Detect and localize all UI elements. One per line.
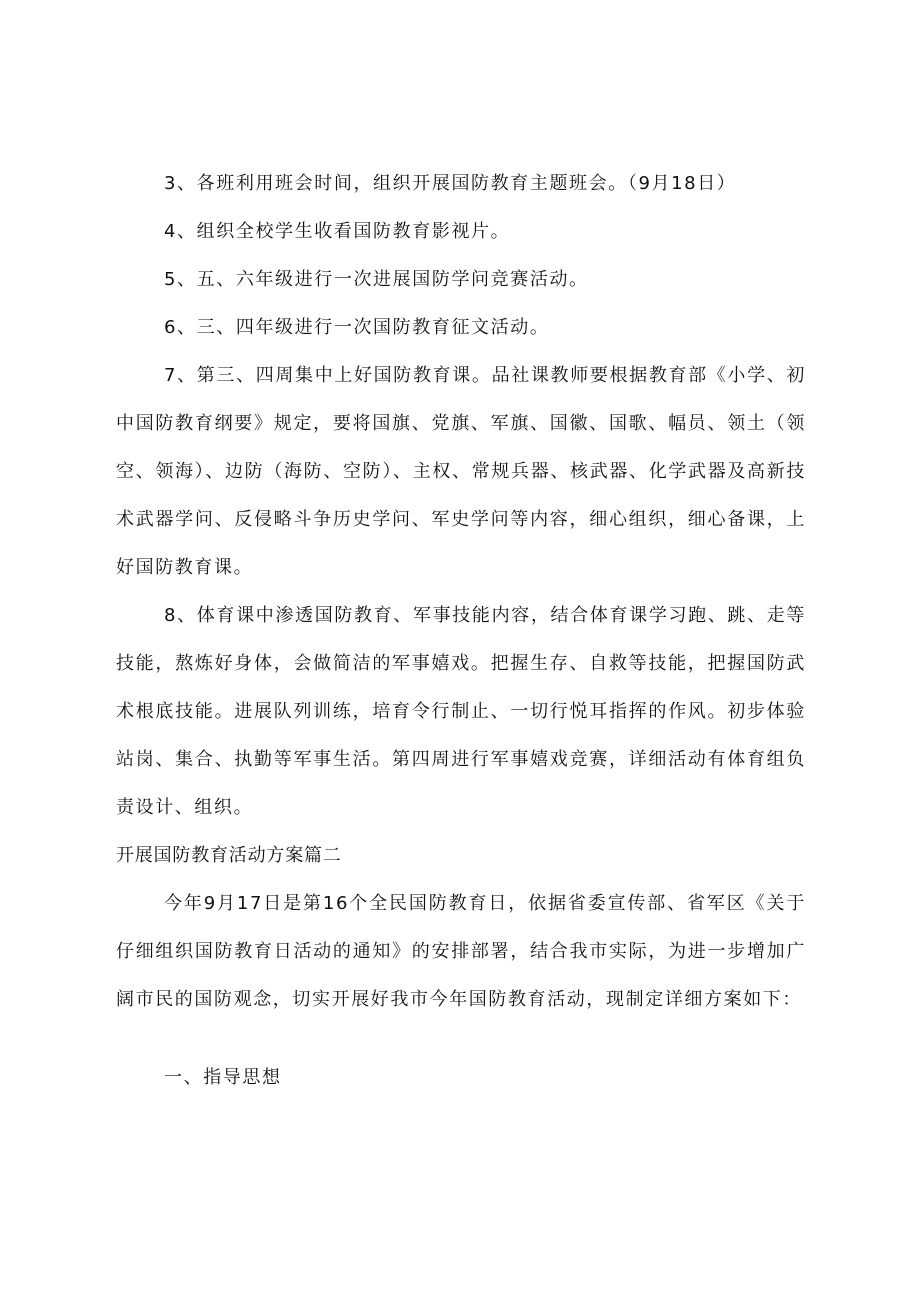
paragraph-item-4: 4、组织全校学生收看国防教育影视片。	[164, 221, 511, 242]
paragraph-item-7: 7、第三、四周集中上好国防教育课。品社课教师要根据教育部《小学、初中国防教育纲要》规定，要将国旗、党旗、军旗、国徽、国歌、幅员、领土（领空、领海）、边防（海防、空防）、主权、常规兵器、核武器、化学武器及高新技术武器学问、反侵略斗争历史学问、军史学问等内容，细心组织，细心备课，上好国防教育课。	[116, 365, 806, 578]
document-body	[116, 160, 806, 1102]
heading-guiding-ideology: 一、指导思想	[164, 1067, 282, 1088]
intro-paragraph: 今年9月17日是第16个全民国防教育日，依据省委宣传部、省军区《关于仔细组织国防教育日活动的通知》的安排部署，结合我市实际，为进一步增加广阔市民的国防观念，切实开展好我市今年国防教育活动，现制定详细方案如下：	[116, 893, 806, 1010]
paragraph-item-6: 6、三、四年级进行一次国防教育征文活动。	[164, 317, 550, 338]
paragraph-item-8: 8、体育课中渗透国防教育、军事技能内容，结合体育课学习跑、跳、走等技能，熬炼好身体，会做简洁的军事嬉戏。把握生存、自救等技能，把握国防武术根底技能。进展队列训练，培育令行制止、一切行悦耳指挥的作风。初步体验站岗、集合、执勤等军事生活。第四周进行军事嬉戏竞赛，详细活动有体育组负责设计、组织。	[116, 605, 806, 818]
paragraph-item-5: 5、五、六年级进行一次进展国防学问竞赛活动。	[164, 269, 589, 290]
paragraph-item-3: 3、各班利用班会时间，组织开展国防教育主题班会。（9月18日）	[164, 173, 737, 194]
section-title: 开展国防教育活动方案篇二	[116, 845, 342, 866]
